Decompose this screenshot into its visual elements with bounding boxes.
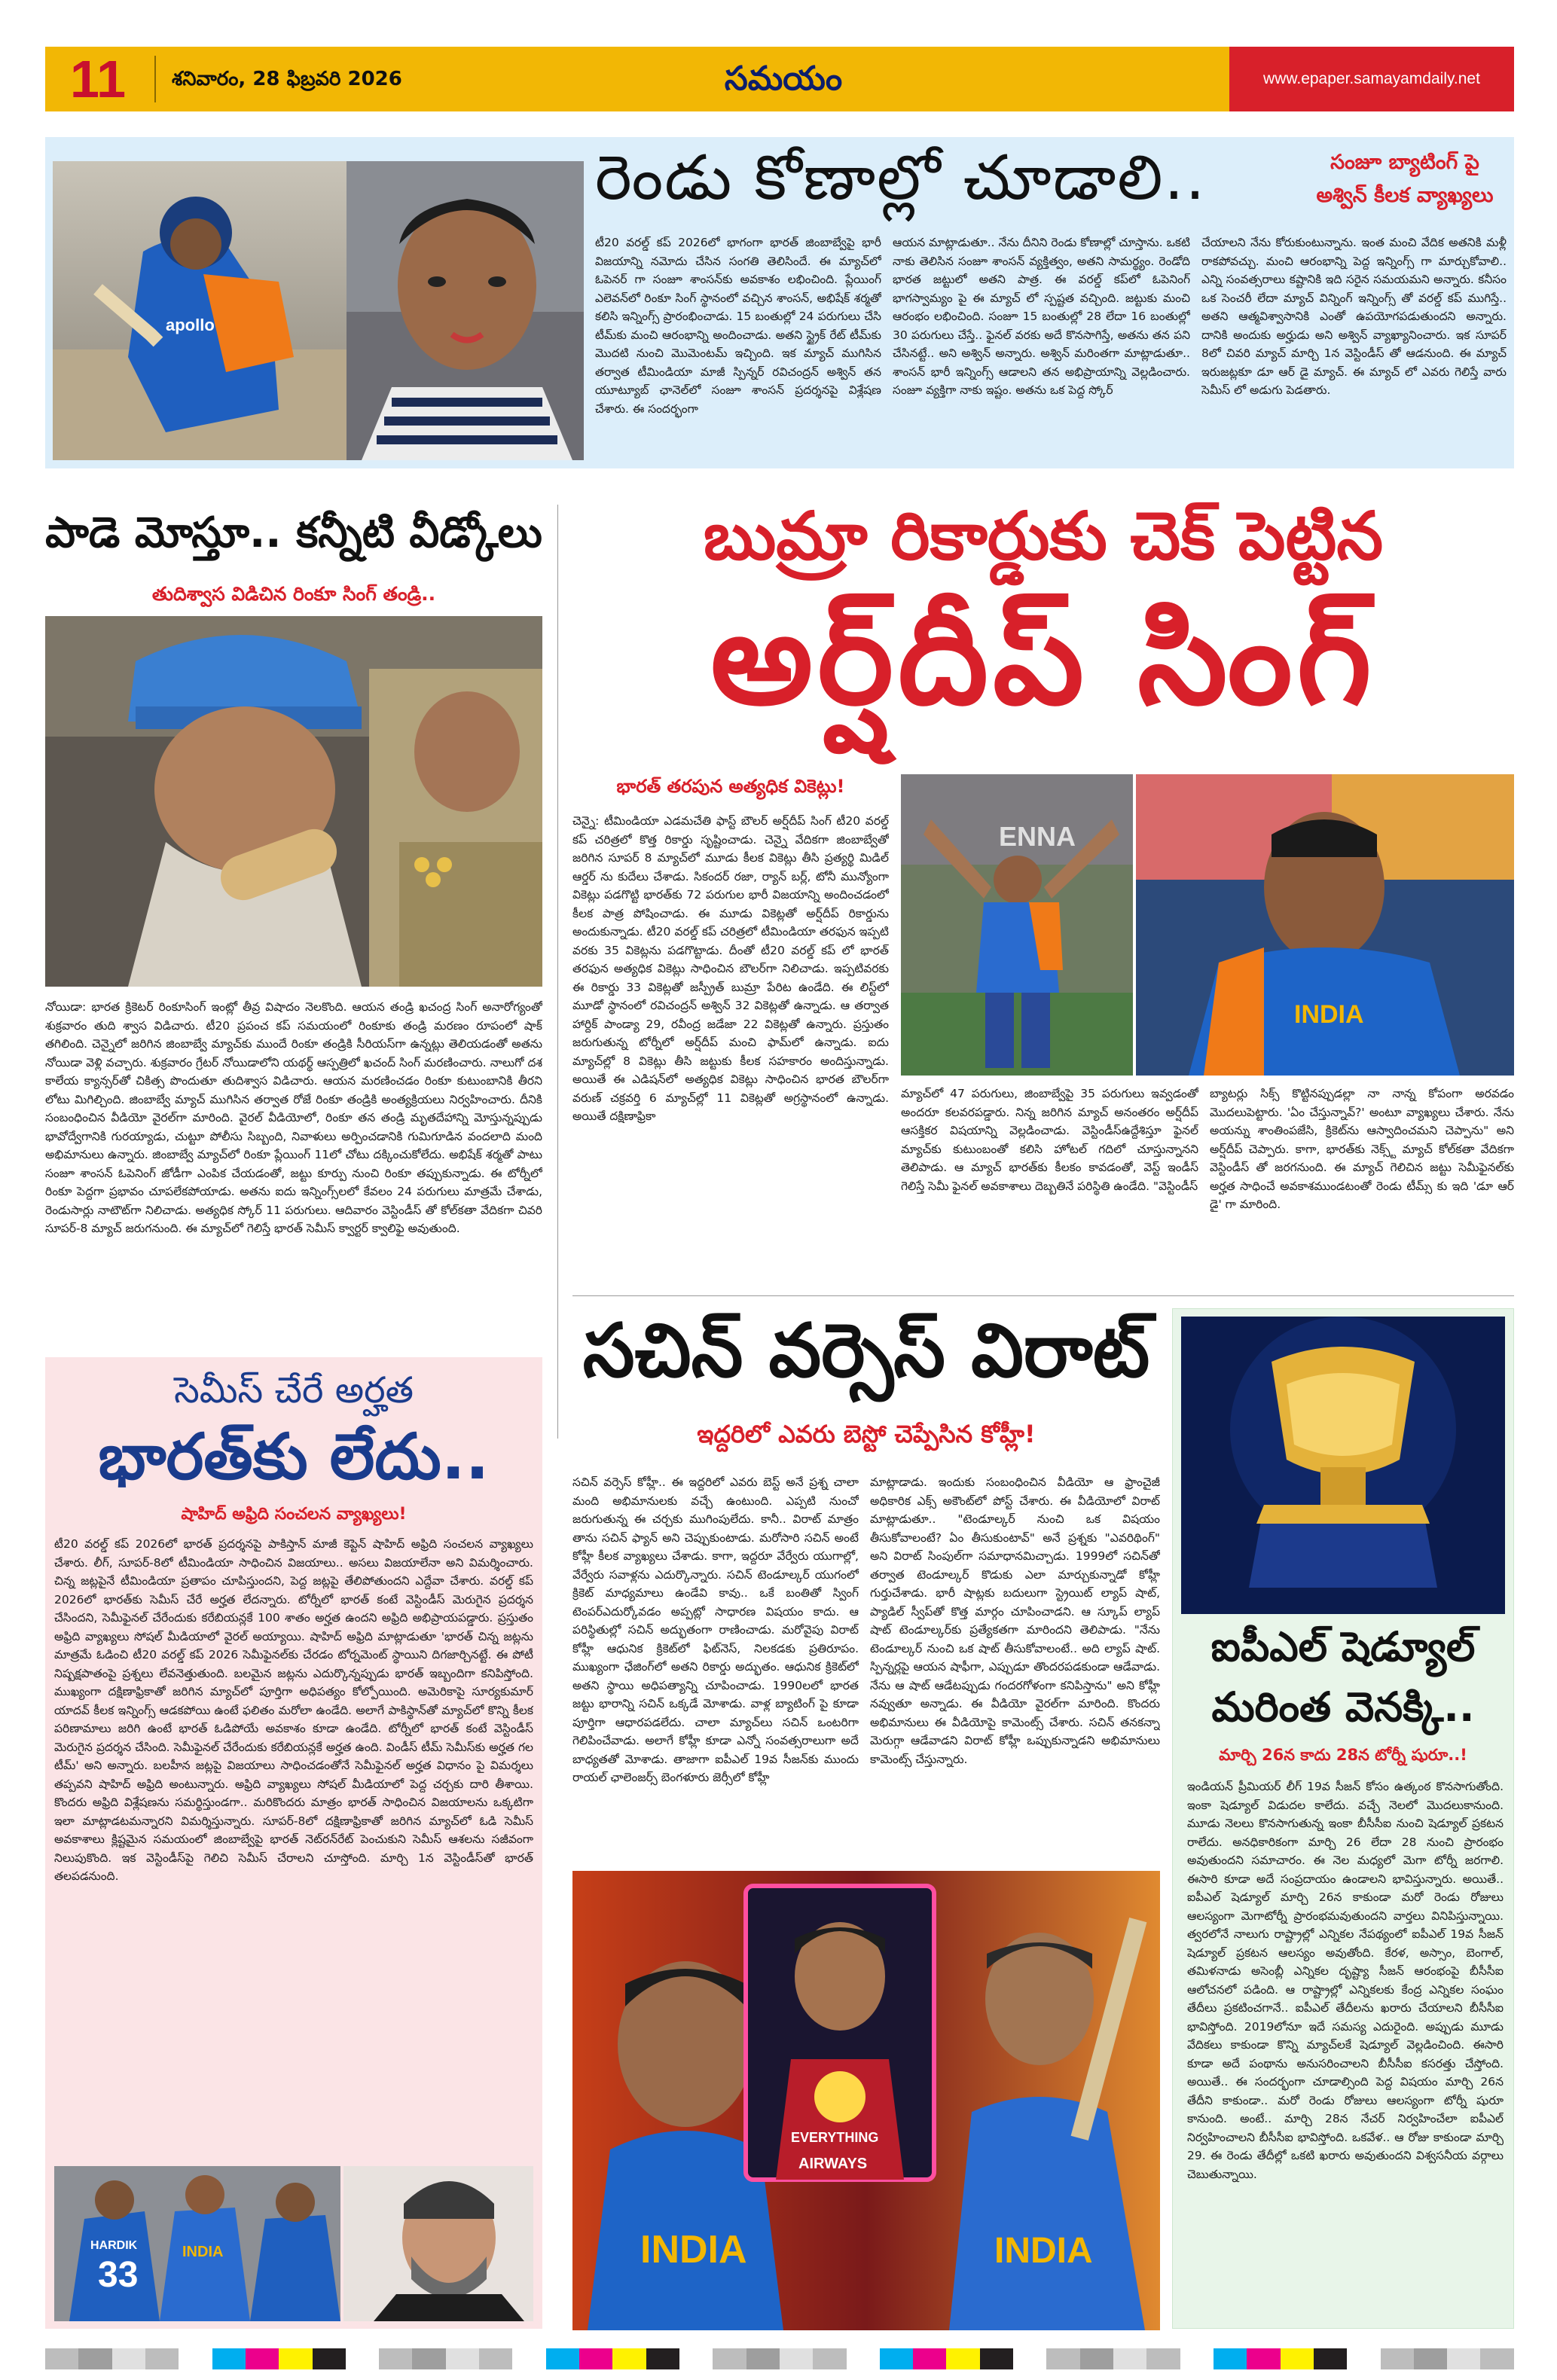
story-arshdeep-col-1: చెన్నై: టీమిండియా ఎడమచేతి ఫాస్ట్ బౌలర్ అర్ష్‌దీప్ సింగ్ టీ20 వరల్డ్ కప్ చరిత్రలో కొత్త రికార్డు సృష్టించాడు. చెన్నై వేదికగా జింబాబ్వేతో జరిగిన సూపర్ 8 మ్యాచ్‌లో మూడు కీలక వికెట్లు తీసి ప్రత్యర్థి మిడిల్ ఆర్డర్ ను కుదేలు చేశాడు. సికందర్ రజా, ర్యాన్ బర్ల్, టోనీ మున్యోంగా వికెట్లు పడగొట్టి భారత్‌కు 72 పరుగుల భారీ విజయాన్ని అందించడంలో కీలక పాత్ర పోషించాడు. ఈ మూడు వికెట్లతో అర్ష్‌దీప్ రికార్డును అందుకున్నాడు. టీ20 వరల్డ్ కప్ చరిత్రలో టీమిండియా తరఫున ఇప్పటి వరకు 35 వికెట్లను పడగొట్టాడు. దీంతో టీ20 వరల్డ్ కప్ లో భారత్ తరఫున అత్యధిక వికెట్లు సాధించిన బౌలర్‌గా నిలిచాడు. ఇప్పటివరకు ఈ రికార్డు 33 వికెట్లతో జస్ప్రీత్ బుమ్రా పేరిట ఉండేది. ఈ లిస్ట్‌లో మూడో స్థానంలో రవిచంద్రన్ అశ్విన్ 32 వికెట్లతో ఉన్నాడు. ఆ తర్వాత హార్దిక్ పాండ్యా 29, రవీంద్ర జడేజా 22 వికెట్లతో ఉన్నారు. ప్రస్తుతం జరుగుతున్న టోర్నీలో అర్ష్‌దీప్ మంచి ఫామ్‌లో ఉన్నాడు. ఐదు మ్యాచ్‌ల్లో 8 వికెట్లు తీసి జట్టుకు కీలక సహకారం అందిస్తున్నాడు. అయితే ఈ ఎడిషన్‌లో అత్యధిక వికెట్లు సాధించిన భారత బౌలర్‌గా వరుణ్ చక్రవర్తి 6 మ్యాచ్‌ల్లో 11 వికెట్లతో అగ్రస్థానంలో ఉన్నాడు. అయితే దక్షిణాఫ్రికా bbox=[572, 814, 889, 1123]
issue-date: శనివారం, 28 ఫిబ్రవరి 2026 bbox=[172, 68, 402, 90]
story-sachin-virat-subhead: ఇద్దరిలో ఎవరు బెస్టో చెప్పేసిన కోహ్లీ! bbox=[697, 1420, 1036, 1448]
story-sachin-virat-col-2: మాట్లాడాడు. ఇందుకు సంబంధించిన వీడియో ఆ ఫ్రాంచైజీ అధికారిక ఎక్స్ అకౌంట్‌లో పోస్ట్ చేశారు. ఈ వీడియోలో విరాట్ మాట్లాడుతూ.. "టెండూల్కర్ నుంచి ఒక విషయం తీసుకోవాలంటే? ఏం తీసుకుంటావ్" అనే ప్రశ్నకు "ఎవరిథింగ్" అని విరాట్ సింపుల్‌గా సమాధానమిచ్చాడు. 1999లో సచిన్‌తో తర్వాత టెండూల్కర్ కొడుకు ఎలా మార్చుకున్నాడో కోహ్లీ గుర్తుచేశాడు. భారీ షాట్లకు బదులుగా స్ట్రెయిట్ ల్యాప్ షాట్, ప్యాడిల్ స్వీప్‌తో కొత్త మార్గం చూపించాడని. ఆ స్కూప్ ల్యాప్ షాట్ టెండూల్కర్‌కు ప్రత్యేకతగా మారిందని తెలిపాడు. "నేను టెండూల్కర్ నుంచి ఒక షాట్ తీసుకోవాలంటే.. అది ల్యాప్ షాట్. స్పిన్నర్లపై ఆయన షాఫీగా, ఎప్పుడూ తొందరపడకుండా ఆడేవాడు. నేను ఆ షాట్ ఆడేటప్పుడు గందరగోళంగా కనిపిస్తాను" అని కోహ్లీ నవ్వుతూ అన్నాడు. ఈ వీడియో వైరల్‌గా మారింది. కొందరు అభిమానులు ఈ వీడియోపై కామెంట్స్ చేశారు. సచిన్ తనకన్నా మెరుగ్గా ఆడేవాడని విరాట్ కోహ్లీ ఒప్పుకున్నాడని అభిమానులు కామెంట్స్ చేస్తున్నారు. bbox=[870, 1475, 1160, 1766]
page-number: 11 bbox=[70, 50, 126, 108]
row-rule bbox=[572, 1295, 1514, 1296]
story-rinku-subhead: తుదిశ్వాస విడిచిన రింకూ సింగ్ తండ్రి.. bbox=[151, 583, 436, 605]
story-sanju-col-3: చేయాలని నేను కోరుకుంటున్నాను. ఇంత మంచి వేదిక అతనికి మళ్లీ రాకపోవచ్చు. మంచి ఆరంభాన్ని పెద్ద ఇన్నింగ్స్ గా మార్చుకోవాలి.. ఎన్ని సంవత్సరాలు కష్టానికి ఇది సరైన సమయమని అన్నారు. కనీసం ఒక సెంచరీ లేదా మ్యాచ్ విన్నింగ్ ఇన్నింగ్స్ తో వరల్డ్ కప్ ముగిస్తే.. అతని ఆత్మవిశ్వాసానికి ఎంతో ఉపయోగపడుతుందని అన్నారు. దానికి అందుకు అర్హుడు అని అశ్విన్ వ్యాఖ్యానించారు. ఇక సూపర్ 8లో చివరి మ్యాచ్ మార్చి 1న వెస్టిండీస్ తో ఆడనుంది. ఈ మ్యాచ్ ఇరుజట్లకూ డూ ఆర్ డై మ్యాచ్. ఈ మ్యాచ్ లో ఎవరు గెలిస్తే వారు సెమీస్ లో అడుగు పెడతారు. bbox=[1201, 236, 1507, 397]
story-ipl-body: ఇండియన్ ప్రీమియర్ లీగ్ 19వ సీజన్ కోసం ఉత్కంఠ కొనసాగుతోంది. ఇంకా షెడ్యూల్ విడుదల కాలేదు. వచ్చే నెలలో మొదలుకానుంది. మూడు నెలలు కొనసాగుతున్న ఇంకా బీసీసీఐ నుంచి షెడ్యూల్ ప్రకటన రాలేదు. అనధికారికంగా మార్చి 26 లేదా 28 నుంచి ప్రారంభం అవుతుందని సమాచారం. ఈ నెల మధ్యలో మెగా టోర్నీ జరగాలి. ఈసారి కూడా అదే సంప్రదాయం ఉండాలని భావిస్తున్నారు. అయితే.. ఐపీఎల్‌ షెడ్యూల్ మార్చి 26న కాకుండా మరో రెండు రోజులు ఆలస్యంగా మెగాటోర్నీ ప్రారంభమవుతుందని వార్తలు వినిపిస్తున్నాయి. త్వరలోనే నాలుగు రాష్ట్రాల్లో ఎన్నికల నేపథ్యంలో ఐపీఎల్ 19వ సీజన్ షెడ్యూల్ ప్రకటన ఆలస్యం అవుతోంది. కేరళ, అస్సాం, బెంగాల్, తమిళనాడు అసెంబ్లీ ఎన్నికల దృష్ట్యా సీజన్ ఆరంభంపై బీసీసీఐ ఆలోచనలో పడింది. ఆ రాష్ట్రాల్లో ఎన్నికలకు కేంద్ర ఎన్నికల సంఘం తేదీలు ప్రకటించగానే.. ఐపీఎల్ తేదీలను ఖరారు చేయాలని బీసీసీఐ భావిస్తోంది. 2019లోనూ ఇదే సమస్య ఎదురైంది. అప్పుడు మూడు వేదికలు కాకుండా కొన్ని మ్యాచ్‌లకే షెడ్యూల్ వెల్లడించింది. ఈసారి కూడా అదే పంథాను అనుసరించాలని బీసీసీఐ కసరత్తు చేస్తోంది. అయితే.. ఈ సందర్భంగా చూడాల్సింది పెద్ద విషయం మార్చి 26న తేదీని కాకుండా.. మరో రెండు రోజులు ఆలస్యంగా టోర్నీ షురూ కానుంది. అంటే.. మార్చి 28న నేచర్ నిర్వహించేలా ఐపీఎల్ నిర్వహించాలని బీసీసీఐ భావిస్తోంది. ఒకవేళ.. ఆ రోజు కాకుండా మార్చి 29. ఈ రెండు తేదీల్లో ఒకటి ఖరారు అవుతుందని విశ్వసనీయ వర్గాలు చెబుతున్నాయి. bbox=[1187, 1780, 1504, 2181]
story-sachin-virat-col-1: సచిన్ వర్సెస్ కోహ్లీ.. ఈ ఇద్దరిలో ఎవరు బెస్ట్ అనే ప్రశ్న చాలా మంది అభిమానులకు వచ్చే ఉంటుంది. ఎప్పటి నుంచో జరుగుతున్న ఈ చర్చకు ముగింపులేదు. కానీ.. విరాట్ మాత్రం తాను సచిన్ ఫ్యాన్ అని చెప్పుకుంటాడు. మరోసారి సచిన్ అంటే కోహ్లీ కీలక వ్యాఖ్యలు చేశాడు. కాగా, ఇద్దరూ వేర్వేరు యుగాల్లో, వేర్వేరు సవాళ్లను ఎదుర్కొన్నారు. సచిన్ టెండూల్కర్ యుగంలో క్రికెట్ మాధ్యమాలు ఉండేవి కావు.. ఒకే బంతితో స్వింగ్ టెంపర్‌ఎదుర్కోవడం అప్పట్లో సాధారణ విషయం కాదు. ఆ పరిస్థితుల్లో సచిన్ అద్భుతంగా రాణించాడు. మరోవైపు విరాట్ కోహ్లీ ఆధునిక క్రికెట్‌లో ఫిట్‌నెస్, నిలకడకు ప్రతిరూపం. ముఖ్యంగా ఛేజింగ్‌లో అతని రికార్డు అద్భుతం. ఆధునిక క్రికెట్‌లో అతని స్థాయి అధిపత్యాన్ని చూపించాడు. 1990లలో భారత జట్టు భారాన్ని సచిన్ ఒక్కడే మోశాడు. వాళ్ల బ్యాటింగ్ పై కూడా పూర్తిగా ఆధారపడలేదు. చాలా మ్యాచ్‌లు సచిన్ ఒంటరిగా గెలిపించేవాడు. అలాగే కోహ్లీ కూడా ఎన్నో సంవత్సరాలుగా అదే బాధ్యతతో మోశాడు. తాజాగా ఐపీఎల్ 19వ సీజన్‌కు ముందు రాయల్ ఛాలెంజర్స్ బెంగళూరు జెర్సీలో కోహ్లీ bbox=[572, 1475, 859, 1784]
print-registration-bar bbox=[45, 2348, 1514, 2369]
team-jersey-number: 33 bbox=[98, 2255, 139, 2295]
story-arshdeep-headline-2: అర్ష్‌దీప్ సింగ్ bbox=[710, 584, 1376, 734]
rinku-funeral-photo bbox=[45, 616, 542, 987]
story-sanju-kicker-1: సంజూ బ్యాటింగ్‌ పై bbox=[1330, 151, 1479, 174]
story-rinku-headline: పాడె మోస్తూ.. కన్నీటి వీడ్కోలు bbox=[45, 508, 542, 557]
arshdeep-celebration-photo bbox=[901, 774, 1133, 1076]
story-ipl-subhead: మార్చి 26న కాదు 28న టోర్నీ షురూ..! bbox=[1219, 1746, 1467, 1764]
column-rule bbox=[557, 505, 558, 1439]
story-ipl-headline-2: మరింత వెనక్కి.. bbox=[1211, 1683, 1475, 1731]
ashwin-photo bbox=[347, 161, 584, 460]
story-sanju-col-2: ఆయన మాట్లాడుతూ.. నేను దీనిని రెండు కోణాల్లో చూస్తాను. ఒకటి నాకు తెలిసిన సంజూ శాంసన్ వ్యక్తిత్వం, అతని సామర్థ్యం. రెండోది భారత జట్టులో అతని పాత్ర. ఈ వరల్డ్ కప్‌లో ఓపెనింగ్ భాగస్వామ్యం పై ఈ మ్యాచ్ లో స్పష్టత వచ్చింది. జట్టుకు మంచి ఆరంభం లభించింది. సంజూ 15 బంతుల్లో 28 లేదా 16 బంతుల్లో 30 పరుగులు చేస్తే.. ఫైనల్ వరకు అదే కొనసాగిస్తే, అతను తన పని చేసినట్టే.. అని అశ్విన్ అన్నారు. అశ్విన్ మరింతగా మాట్లాడుతూ.. శాంసన్ భారీ ఇన్నింగ్స్ ఆడాలని తన అభిప్రాయాన్ని వెల్లడించారు. సంజూ వ్యక్తిగా నాకు ఇష్టం. అతను ఒక పెద్ద స్కోర్ bbox=[893, 236, 1190, 397]
sanju-batting-photo bbox=[53, 161, 347, 460]
ipl-trophy-photo bbox=[1181, 1317, 1505, 1614]
story-afridi-headline-1: సెమీస్ చేరే అర్హత bbox=[174, 1369, 414, 1411]
story-sanju-kicker-2: అశ్విన్‌ కీలక వ్యాఖ్యలు bbox=[1316, 184, 1494, 207]
arshdeep-banner-text: ENNA bbox=[999, 821, 1076, 852]
epaper-url[interactable]: www.epaper.samayamdaily.net bbox=[1263, 70, 1480, 87]
story-afridi-headline-2: భారత్‌కు లేదు.. bbox=[98, 1420, 490, 1494]
story-afridi-body: టీ20 వరల్డ్ కప్ 2026లో భారత్ ప్రదర్శనపై పాకిస్తాన్ మాజీ కెప్టెన్ షాహిద్ అఫ్రిది సంచలన వ్యాఖ్యలు చేశారు. లీగ్, సూపర్-8లో టీమిండియా సాధించిన విజయాలు.. అసలు విజయాలేనా అని విమర్శించారు. చిన్న జట్లపైనే టీమిండియా ప్రతాపం చూపిస్తుందని, పెద్ద జట్లపై తేలిపోతుందని ఎద్దేవా చేశారు. వరల్డ్ కప్ 2026లో భారత్‌కు సెమీస్ చేరే అర్హత లేదన్నారు. టోర్నీలో భారత్ కంటే వెస్టిండీస్ మెరుగైన ప్రదర్శన చేసిందని, సెమీఫైనల్ చేరేందుకు కరేబియన్లకే 100 శాతం అర్హత ఉందని అఫ్రిది అభిప్రాయపడ్డారు. ప్రస్తుతం అఫ్రిది వ్యాఖ్యలు సోషల్ మీడియాలో వైరల్ అయ్యాయి. షాహిద్ అఫ్రిది మాట్లాడుతూ 'భారత్ చిన్న జట్లను మాత్రమే ఓడించి టీ20 వరల్డ్ కప్ 2026 సెమీఫైనల్‌కు చేరడం టోర్నమెంట్ స్థాయిని దిగజార్చినట్టే. ఈ పోటీ నిష్పక్షపాతంపై ప్రశ్నలు లేవనెత్తుతుంది. బలమైన జట్లను ఎదుర్కొన్నప్పుడు భారత్ ఇబ్బందిగా కనిపిస్తోంది. ముఖ్యంగా దక్షిణాఫ్రికాతో జరిగిన మ్యాచ్‌లో పూర్తిగా అధిపత్యం కోల్పోయింది. అమెరికాపై సూర్యకుమార్ యాదవ్ కీలక ఇన్నింగ్స్ ఆడకపోయి ఉంటే ఫలితం మరోలా ఉండేది. అలాగే పాకిస్థాన్‌తో మ్యాచ్‌లో కొన్ని కీలక పరిణామాలు జరిగి ఉంటే భారత్ ఓడిపోయే అవకాశం కూడా ఉండేది. టోర్నీలో భారత్ కంటే వెస్టిండీస్ మెరుగైన ప్రదర్శన చేసింది. సెమీఫైనల్ చేరేందుకు కరేబియన్లకే అర్హత ఉంది. విండీస్ టీమ్ సెమీస్‌కు అర్హత గల టీమ్' అని అన్నారు. బలహీన జట్లపై విజయాలు సాధించడంతోనే సెమీఫైనల్ అర్హత విధానం పై విమర్శలు తప్పవని షాహిద్ అఫ్రిది అంటున్నారు. అఫ్రిది వ్యాఖ్యలు సోషల్ మీడియాలో పెద్ద చర్చకు దారి తీశాయి. కొందరు అఫ్రిది విశ్లేషణను సమర్థిస్తుండగా.. మరికొందరు మాత్రం భారత్ సాధించిన విజయాలను ఒక్కటిగా ఇలా మాట్లాడటమన్నారని విమర్శిస్తున్నారు. సూపర్-8లో దక్షిణాఫ్రికాతో జరిగిన మ్యాచ్‌లో ఓడి సెమీస్ అవకాశాలు క్లిష్టమైన సమయంలో జింబాబ్వేపై భారత్ నెట్‌రన్‌రేట్ పెంచుకుని సెమీస్ ఆశలను సజీవంగా నిలుపుకొంది. ఇక వెస్టిండీస్‌పై గెలిచి సెమీస్ చేరాలని చూస్తోంది. మార్చి 1న వెస్టిండీస్‌తో భారత్ తలపడనుంది. bbox=[54, 1537, 533, 1883]
rcb-badge-text: EVERYTHING bbox=[791, 2130, 879, 2145]
story-sanju-col-1: టీ20 వరల్డ్ కప్ 2026లో భాగంగా భారత్ జింబాబ్వేపై భారీ విజయాన్ని నమోదు చేసిన సంగతి తెలిసిందే. ఈ మ్యాచ్‌లో ఓపెనర్ గా సంజూ శాంసన్‌కు అవకాశం లభించింది. ప్లేయింగ్ ఎలెవన్‌లో రింకూ సింగ్ స్థానంలో వచ్చిన శాంసన్, అభిషేక్ శర్మతో కలిసి ఇన్నింగ్స్ ప్రారంభించాడు. 15 బంతుల్లో 24 పరుగులు చేసి టీమ్‌కు మంచి ఆరంభాన్ని అందించాడు. అతని స్ట్రైక్ రేట్ టీమ్‌కు మొదటి నుంచి మొమెంటమ్ ఇచ్చింది. ఇక మ్యాచ్ ముగిసిన తర్వాత టీమిండియా మాజీ స్పిన్నర్ రవిచంద్రన్ అశ్విన్ తన యూట్యూబ్ ఛానెల్‌లో సంజూ శాంసన్ ప్రదర్శనపై విశ్లేషణ చేశారు. ఈ సందర్భంగా bbox=[595, 236, 881, 416]
afridi-photo bbox=[343, 2166, 533, 2321]
story-sachin-virat-headline: సచిన్ వర్సెస్ విరాట్ bbox=[582, 1308, 1150, 1394]
story-arshdeep-col-3: బ్యాటర్లు సిక్స్ కొట్టినప్పుడల్లా నా నాన్న కోపంగా అరవడం మొదలుపెట్టారు. 'ఏం చేస్తున్నావ్?' అంటూ వ్యాఖ్యలు చేశారు. నేను అయన్ను శాంతింపజేసి, క్రికెట్‌ను ఆస్వాదించమని చెప్పాను" అని అర్ష్‌దీప్ చెప్పారు. కాగా, భారత్‌కు నెక్స్ట్ మ్యాచ్ కోల్‌కతా వేదికగా వెస్టిండీస్ తో జరగనుంది. ఈ మ్యాచ్ గెలిచిన జట్టు సెమీఫైనల్‌కు అర్హత సాధించే అవకాశముండటంతో రెండు టీమ్స్ కు ఇది 'డూ ఆర్ డై' గా మారింది. bbox=[1210, 1087, 1514, 1211]
sanju-jersey-text: apollo bbox=[166, 316, 215, 334]
kohli-sachin-collage bbox=[572, 1871, 1160, 2330]
team-jersey-name: HARDIK bbox=[90, 2239, 138, 2252]
story-ipl-headline-1: ఐపీఎల్ షెడ్యూల్ bbox=[1210, 1623, 1476, 1671]
masthead: సమయం bbox=[724, 60, 843, 98]
rcb-airways-text: AIRWAYS bbox=[798, 2156, 868, 2172]
kohli-jersey-text: INDIA bbox=[640, 2228, 747, 2272]
story-afridi-subhead: షాహిద్ అఫ్రిది సంచలన వ్యాఖ్యలు! bbox=[181, 1505, 407, 1524]
header-divider bbox=[154, 56, 156, 102]
story-arshdeep-subhead: భారత్ తరపున అత్యధిక వికెట్లు! bbox=[616, 776, 845, 797]
sachin-jersey-text: INDIA bbox=[994, 2231, 1093, 2271]
story-arshdeep-headline-1: బుమ్రా రికార్డుకు చెక్ పెట్టిన bbox=[703, 497, 1384, 575]
story-arshdeep-col-2: మ్యాచ్‌లో 47 పరుగులు, జింబాబ్వేపై 35 పరుగులు ఇవ్వడంతో అందరూ కలవరపడ్డారు. నిన్న జరిగిన మ్యాచ్ అనంతరం అర్ష్‌దీప్ ఆసక్తికర విషయాన్ని వెల్లడించాడు. వెస్టిండీస్‌ఉద్దేశిస్తూ ఫైనల్ మ్యాచ్‌కు కుటుంబంతో కలిసి హోటల్ గదిలో చూస్తున్నానని తెలిపాడు. ఆ మ్యాచ్ భారత్‌కు కీలకం కావడంతో, వెస్ట్ ఇండీస్ గెలిస్తే సెమీ ఫైనల్ అవకాశాలు దెబ్బతినే పరిస్థితి ఉండేది. "వెస్టిండీస్ bbox=[901, 1087, 1198, 1193]
team-jersey-chest: INDIA bbox=[182, 2244, 224, 2260]
bumrah-jersey-text: INDIA bbox=[1294, 1000, 1364, 1029]
story-rinku-body: నోయిడా: భారత క్రికెటర్ రింకూసింగ్ ఇంట్లో తీవ్ర విషాదం నెలకొంది. ఆయన తండ్రి ఖచంద్ర సింగ్ అనారోగ్యంతో శుక్రవారం తుది శ్వాస విడిచారు. టీ20 ప్రపంచ కప్ సమయంలో రింకూకు తండ్రి మరణం రూపంలో షాక్ తగిలింది. చెన్నైలో జరిగిన జింబాబ్వే మ్యాచ్‌కు ముందే రింకూ తండ్రికి సీరియస్‌గా ఉన్నట్లు తెలియడంతో అతను నోయిడా వెళ్లి వచ్చారు. శుక్రవారం గ్రేటర్ నోయిడాలోని యథర్థ్ ఆస్పత్రిలో ఖచంద్ సింగ్ మరణించారు. నాలుగో దశ కాలేయ క్యాన్సర్‌తో చికిత్స పొందుతూ తుదిశ్వాస విడిచారు. ఆయన మరణించడం రింకూ కుటుంబానికి తీరని లోటు మిగిల్చింది. జింబాబ్వే మ్యాచ్ ముగిసిన తర్వాత రోజే రింకూ తండ్రికి అంత్యక్రియలు నిర్వహించారు. దీనికి సంబంధించిన వీడియో వైరల్‌గా మారింది. వైరల్ వీడియోలో, రింకూ తన తండ్రి మృతదేహాన్ని మోస్తున్నప్పుడు భావోద్వేగానికి గురయ్యాడు, చుట్టూ పోలీసు సిబ్బంది, నివాళులు అర్పించడానికి గుమిగూడిన వందలాది మంది అభిమానులు ఉన్నారు. జింబాబ్వే మ్యాచ్‌లో రింకూ ప్లేయింగ్ 11లో చోటు దక్కించుకోలేదు. అభిషేక్ శర్మతో పాటు సంజూ శాంసన్ ఓపెనింగ్ జోడీగా ఎంపిక చేయడంతో, జట్టు కూర్పు నుంచి రింకూ తప్పుకున్నాడు. ఈ టోర్నీలో రింకూ పెద్దగా ప్రభావం చూపలేకపోయాడు. అతను ఐదు ఇన్నింగ్స్‌లలో కేవలం 24 పరుగులు మాత్రమే చేశాడు, రెండుసార్లు నాటౌట్‌గా నిలిచాడు. అత్యధిక స్కోర్ 11 పరుగులు. ఆదివారం వెస్టిండీస్ తో కోల్‌కతా వేదికగా చివరి సూపర్-8 మ్యాచ్ జరుగనుంది. ఈ మ్యాచ్‌లో గెలిస్తే భారత్ సెమీస్ క్వార్టర్ క్వాలిఫై అవుతుంది. bbox=[45, 1000, 542, 1235]
india-team-photo bbox=[54, 2166, 340, 2321]
bumrah-photo bbox=[1136, 774, 1514, 1076]
story-sanju-headline: రెండు కోణాల్లో చూడాలి.. bbox=[595, 142, 1207, 214]
